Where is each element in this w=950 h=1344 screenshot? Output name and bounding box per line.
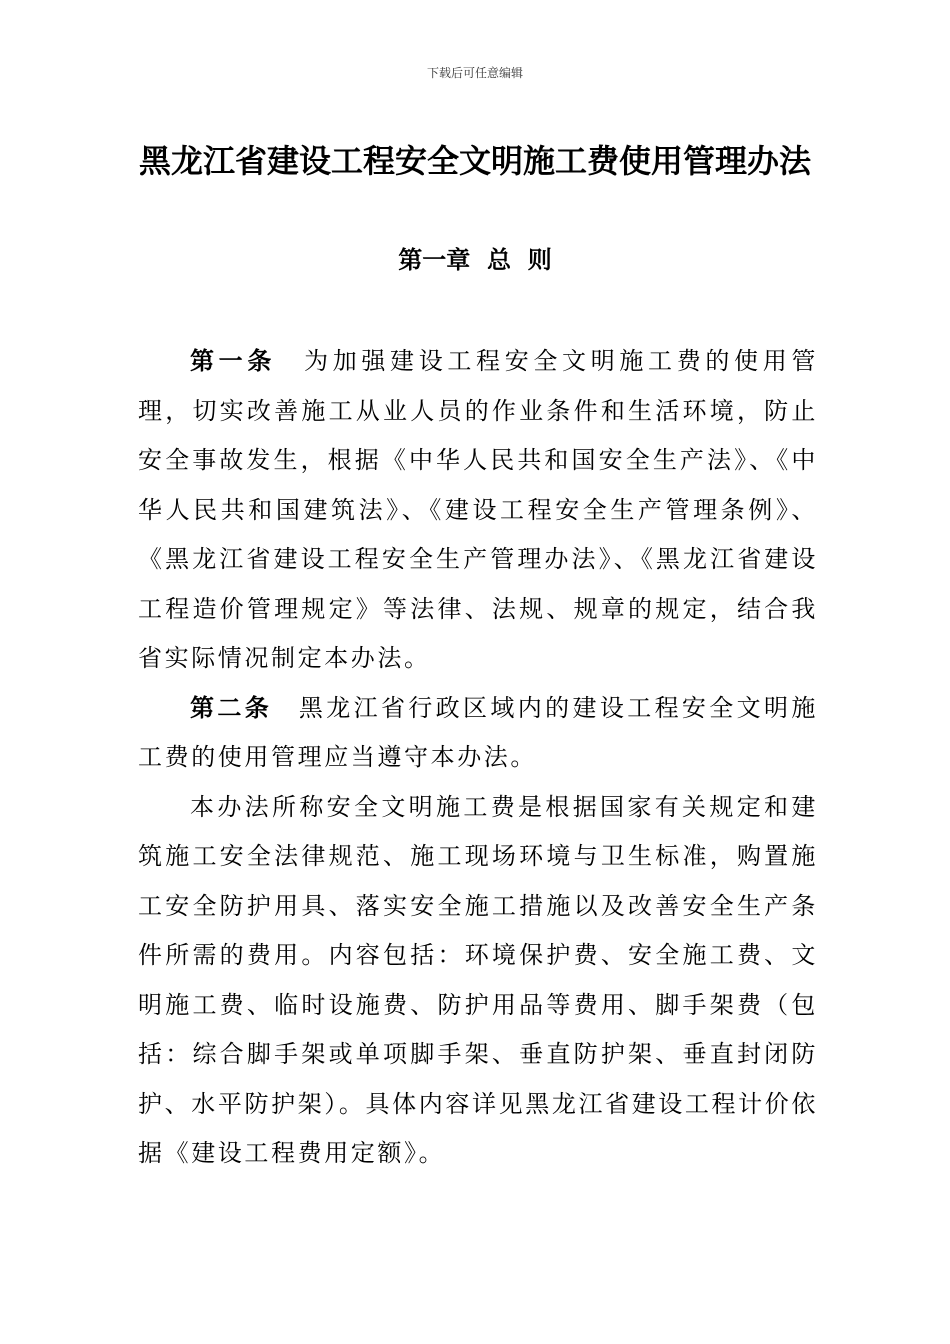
article-2-label: 第二条 [190, 693, 273, 722]
paragraph-definition: 本办法所称安全文明施工费是根据国家有关规定和建筑施工安全法律规范、施工现场环境与卫生标准，购置施工安全防护用具、落实安全施工措施以及改善安全生产条件所需的费用。内容包括：环境保护费、安全施工费、文明施工费、临时设施费、防护用品等费用、脚手架费（包括：综合脚手架或单项脚手架、垂直防护架、垂直封闭防护、水平防护架）。具体内容详见黑龙江省建设工程计价依据《建设工程费用定额》。 [138, 792, 818, 1167]
article-1 [138, 337, 818, 684]
article-1-text: 为加强建设工程安全文明施工费的使用管理，切实改善施工从业人员的作业条件和生活环境，防止安全事故发生，根据《中华人民共和国安全生产法》、《中华人民共和国建筑法》、《建设工程安全生产管理条例》、《黑龙江省建设工程安全生产管理办法》、《黑龙江省建设工程造价管理规定》等法律、法规、规章的规定，结合我省实际情况制定本办法。 [138, 347, 818, 672]
document-body [138, 337, 818, 1179]
article-2-text: 黑龙江省行政区域内的建设工程安全文明施工费的使用管理应当遵守本办法。 [138, 693, 818, 771]
article-1-label: 第一条 [190, 347, 276, 375]
document-title: 黑龙江省建设工程安全文明施工费使用管理办法 [138, 142, 811, 180]
header-note: 下载后可任意编辑 [426, 66, 523, 80]
chapter-heading: 第一章 总 则 [398, 246, 552, 274]
article-2 [138, 684, 818, 783]
